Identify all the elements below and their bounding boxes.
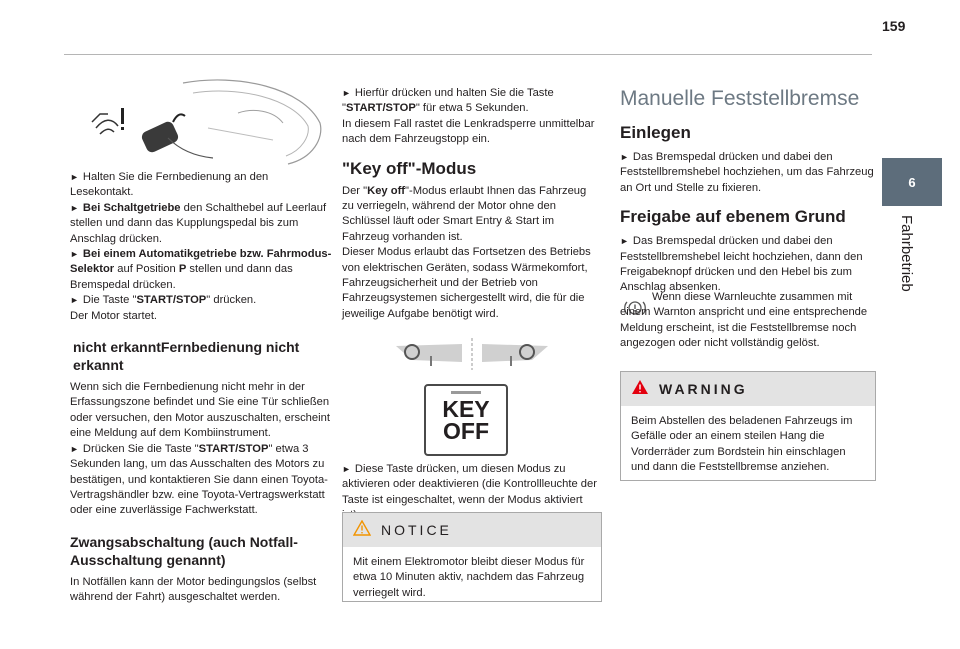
step-manual-gearbox: ► Bei Schaltgetriebe den Schalthebel auf Leerlauf stellen und dann das Kupplungspedal bis zum Anschlag drücken. bbox=[70, 201, 327, 245]
heading-forced-stop: Zwangsabschaltung (auch Notfall-Ausschaltung genannt) bbox=[70, 533, 298, 568]
notice-text: Mit einem Elektromotor bleibt dieser Modus für etwa 10 Minuten aktiv, nachdem das Fahrzeug verriegelt wird. bbox=[353, 556, 585, 599]
step-key-off-toggle: ► Diese Taste drücken, um diesen Modus zu aktivieren oder deaktivieren (die Kontrollleuchte der Taste ist eingeschaltet, wenn der Modus aktiviert bbox=[342, 463, 597, 506]
key-off-text-2: Dieser Modus erlaubt das Fortsetzen des Betriebs von elektrischen Geräten, sodass Wärmekomfort, Fahrzeugsicherheit und der Betrieb von Fahrzeugsystemen sichergestellt wird, die für die jeweilige Aufgabe benötigt wird. bbox=[342, 246, 591, 320]
caution-triangle-icon bbox=[353, 520, 371, 541]
warning-text: Beim Abstellen des beladenen Fahrzeugs im Gefälle oder an einem steilen Hang die Vorderräder zum Bordstein hin einschlagen und dann die Feststellbremse anziehen. bbox=[631, 415, 853, 474]
key-off-button[interactable] bbox=[424, 384, 508, 456]
step-reader: ► Halten Sie die Fernbedienung an den Lesekontakt. bbox=[70, 171, 269, 199]
top-rule bbox=[64, 54, 872, 55]
warning-box bbox=[620, 371, 876, 481]
key-off-label-line2: OFF bbox=[443, 418, 489, 444]
notice-box bbox=[342, 512, 602, 602]
key-off-label-line1: KEY bbox=[442, 396, 490, 422]
step-automatic: ► Bei einem Automatikgetriebe bzw. Fahrmodus-Selektor auf Position P stellen und dann das Bremspedal drücken. bbox=[70, 248, 332, 291]
step-release: ► Das Bremspedal drücken und dabei den Feststellbremshebel leicht hochziehen, dann den Freigabeknopf drücken und den Hebel bis zum Anschlag absenken. bbox=[620, 235, 863, 294]
section-title-parking-brake: Manuelle Feststellbremse bbox=[620, 87, 860, 110]
step-hold-start-stop: ► Hierfür drücken und halten Sie die Taste "START/STOP" für etwa 5 Sekunden. bbox=[342, 87, 554, 115]
heading-engage: Einlegen bbox=[620, 123, 691, 142]
step-confirm-stop: ► Drücken Sie die Taste "START/STOP" etwa 3 Sekunden lang, um das Ausschalten des Motors zu bestätigen, und kontaktieren Sie dann einen Toyota-Vertragshändler bzw. eine Toyota-Vertragswerkstatt oder eine zuverlässige Fachwerkstatt. bbox=[70, 442, 328, 517]
steering-wheel-illustration bbox=[392, 338, 552, 370]
engine-starts-text: Der Motor startet. bbox=[70, 309, 158, 322]
remote-reader-illustration bbox=[88, 78, 328, 166]
page-number: 159 bbox=[882, 18, 906, 34]
heading-remote-not-detected: nicht erkanntFernbedienung nicht erkannt bbox=[73, 339, 300, 374]
warning-label: WARNING bbox=[659, 381, 748, 397]
notice-label: NOTICE bbox=[381, 522, 452, 538]
step-press-start: ► Die Taste "START/STOP" drücken. bbox=[70, 294, 257, 307]
key-off-text: Der "Key off"-Modus erlaubt Ihnen das Fahrzeug zu verriegeln, während der Motor ohne den Schlüssel läuft oder Smart Entry & Start im Fahrzeug vorhanden ist. bbox=[342, 184, 587, 243]
warning-light-text: Wenn diese Warnleuchte zusammen mit einem Warnton anspricht und eine entsprechende Meldung erscheint, ist die Feststellbremse noch angezogen oder nicht vollständig gelöst. bbox=[620, 291, 868, 350]
heading-release: Freigabe auf ebenem Grund bbox=[620, 207, 846, 227]
warning-triangle-icon bbox=[631, 379, 649, 400]
step-engage: ► Das Bremspedal drücken und dabei den Feststellbremshebel hochziehen, um das Fahrzeug an Ort und Stelle zu fixieren. bbox=[620, 151, 874, 194]
chapter-title: Fahrbetrieb bbox=[898, 215, 915, 292]
forced-stop-text: In Notfällen kann der Motor bedingungslos (selbst während der Fahrt) ausgeschaltet werden. bbox=[70, 575, 317, 604]
notice-header bbox=[343, 513, 601, 547]
steering-lock-text: In diesem Fall rastet die Lenkradsperre unmittelbar nach dem Fahrzeugstopp ein. bbox=[342, 117, 595, 146]
chapter-tab[interactable]: 6 bbox=[882, 158, 942, 206]
remote-not-detected-text: Wenn sich die Fernbedienung nicht mehr in der Erfassungszone befindet und Sie eine Tür schließen oder versuchen, den Motor auszuschalten, erscheint eine Meldung auf dem Kombiinstrument. bbox=[70, 381, 330, 440]
button-indicator-light bbox=[451, 391, 481, 394]
warning-header bbox=[621, 372, 875, 406]
heading-key-off: "Key off"-Modus bbox=[342, 158, 477, 178]
